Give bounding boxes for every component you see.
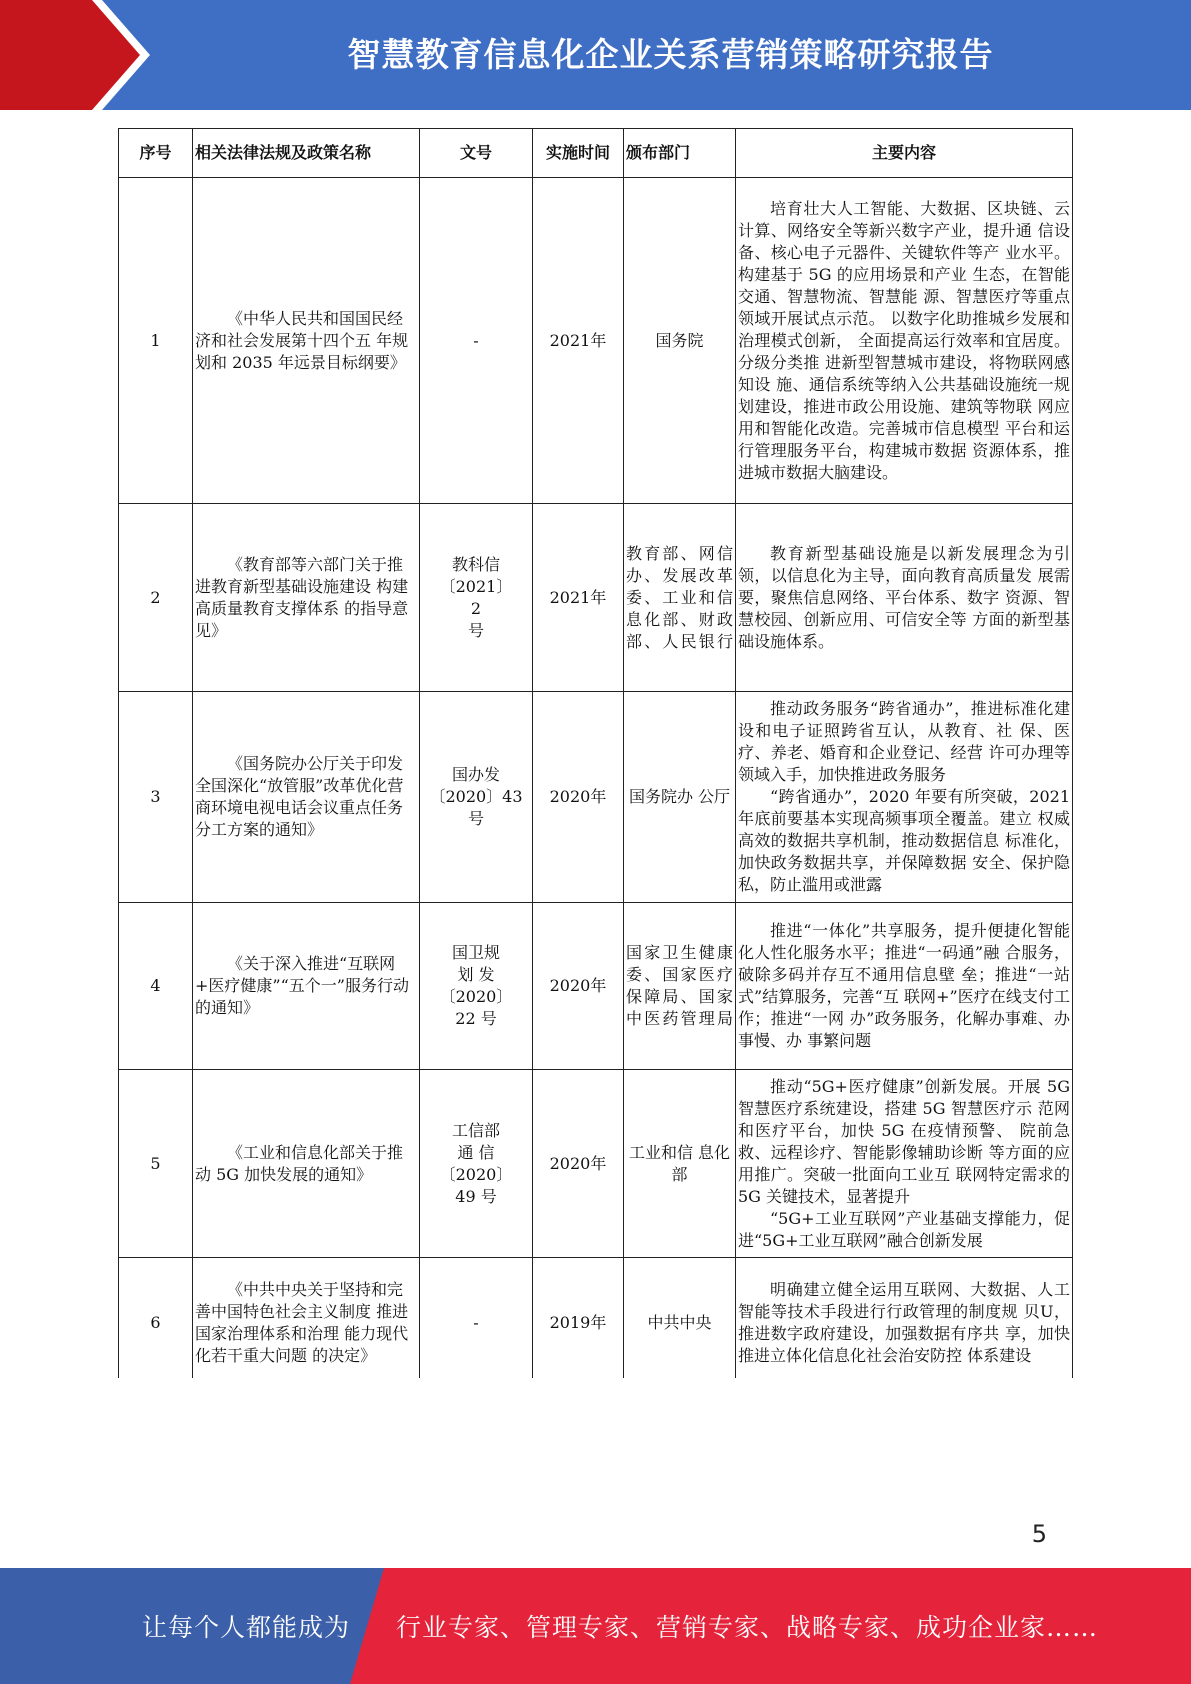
table-header-row (119, 129, 1073, 178)
cell-department: 工业和信 息化部 (624, 1070, 736, 1258)
cell-policy-name: 《中共中央关于坚持和完 善中国特色社会主义制度 推进国家治理体系和治理 能力现代化若干重大问题 的决定》 (193, 1258, 420, 1379)
content-paragraph: 教育新型基础设施是以新发展理念为引领，以信息化为主导，面向教育高质量发 展需要，聚焦信息网络、平台体系、数字 资源、智慧校园、创新应用、可信安全等 方面的新型基础设施体系。 (738, 543, 1070, 651)
cell-content (736, 1070, 1073, 1258)
report-title: 智慧教育信息化企业关系营销策略研究报告 (347, 35, 994, 74)
cell-content (736, 1258, 1073, 1379)
table-row (119, 1070, 1073, 1258)
cell-policy-name: 《教育部等六部门关于推 进教育新型基础设施建设 构建高质量教育支撑体系 的指导意见》 (193, 504, 420, 692)
cell-seq: 6 (119, 1258, 193, 1379)
page-number: 5 (1031, 1520, 1047, 1548)
cell-date: 2021年 (533, 504, 624, 692)
column-header-date: 实施时间 (533, 129, 624, 178)
column-header-seq: 序号 (119, 129, 193, 178)
footer-slogan-right: 行业专家、管理专家、营销专家、战略专家、成功企业家…… (396, 1613, 1099, 1642)
table-row (119, 504, 1073, 692)
cell-date: 2020年 (533, 692, 624, 903)
column-header-doc: 文号 (420, 129, 533, 178)
cell-seq: 1 (119, 178, 193, 504)
cell-date: 2020年 (533, 1070, 624, 1258)
content-paragraph: 培育壮大人工智能、大数据、区块链、云计算、网络安全等新兴数字产业，提升通 信设备、核心电子元器件、关键软件等产 业水平。构建基于 5G 的应用场景和产业 生态，在智能交通、智慧物流、智慧能 源、智慧医疗等重点领域开展试点示范。 以数字化助推城乡发展和治理模式创新， 全面提高运行效率和宜居度。分级分类推 进新型智慧城市建设，将物联网感知设 施、通信系统等纳入公共基础设施统一规 划建设，推进市政公用设施、建筑等物联 网应用和智能化改造。完善城市信息模型 平台和运行管理服务平台，构建城市数据 资源体系，推进城市数据大脑建设。 (738, 198, 1070, 482)
content-paragraph: “跨省通办”，2020 年要有所突破，2021 年底前要基本实现高频事项全覆盖。建立 权威高效的数据共享机制，推动数据信息 标准化，加快政务数据共享，并保障数据 安全、保护隐私，防止滥用或泄露 (738, 787, 1070, 894)
cell-content (736, 504, 1073, 692)
cell-date: 2021年 (533, 178, 624, 504)
column-header-name: 相关法律法规及政策名称 (193, 129, 420, 178)
cell-seq: 4 (119, 903, 193, 1070)
cell-doc-number: 国办发 〔2020〕43 号 (420, 692, 533, 903)
cell-department: 国务院 (624, 178, 736, 504)
cell-policy-name: 《关于深入推进“互联网 +医疗健康”“五个一”服务行动的通知》 (193, 903, 420, 1070)
content-paragraph: “5G+工业互联网”产业基础支撑能力，促进“5G+工业互联网”融合创新发展 (738, 1208, 1070, 1250)
page-footer (0, 1568, 1191, 1684)
policy-table-container (118, 128, 1073, 1378)
cell-date: 2019年 (533, 1258, 624, 1379)
cell-content (736, 903, 1073, 1070)
column-header-dept: 颁布部门 (624, 129, 736, 178)
column-header-content: 主要内容 (736, 129, 1073, 178)
table-row (119, 178, 1073, 504)
cell-department: 国家卫生健康委、国家医疗保障局、国家中医药管理局 (624, 903, 736, 1070)
cell-doc-number: 教科信 〔2021〕 2 号 (420, 504, 533, 692)
table-row (119, 1258, 1073, 1379)
content-paragraph: 明确建立健全运用互联网、大数据、人工智能等技术手段进行行政管理的制度规 贝U，推进数字政府建设，加强数据有序共 享，加快推进立体化信息化社会治安防控 体系建设 (738, 1279, 1070, 1365)
footer-slogan-left: 让每个人都能成为 (142, 1613, 351, 1642)
cell-seq: 3 (119, 692, 193, 903)
cell-doc-number: - (420, 1258, 533, 1379)
cell-content (736, 692, 1073, 903)
cell-seq: 2 (119, 504, 193, 692)
content-paragraph: 推动政务服务“跨省通办”，推进标准化建设和电子证照跨省互认，从教育、社 保、医疗、养老、婚育和企业登记、经营 许可办理等领域入手，加快推进政务服务 (738, 699, 1070, 784)
cell-policy-name: 《工业和信息化部关于推动 5G 加快发展的通知》 (193, 1070, 420, 1258)
cell-doc-number: 国卫规 划 发 〔2020〕 22 号 (420, 903, 533, 1070)
cell-policy-name: 《国务院办公厅关于印发 全国深化“放管服”改革优化营商环境电视电话会议重点任务分工方案的通知》 (193, 692, 420, 903)
table-row (119, 692, 1073, 903)
cell-doc-number: - (420, 178, 533, 504)
page-header (0, 0, 1191, 110)
cell-content (736, 178, 1073, 504)
cell-department: 教育部、网信办、发展改革委、工业和信息化部、财政部、人民银行 (624, 504, 736, 692)
cell-doc-number: 工信部 通 信 〔2020〕 49 号 (420, 1070, 533, 1258)
cell-department: 国务院办 公厅 (624, 692, 736, 903)
cell-date: 2020年 (533, 903, 624, 1070)
content-paragraph: 推动“5G+医疗健康”创新发展。开展 5G 智慧医疗系统建设，搭建 5G 智慧医疗示 范网和医疗平台，加快 5G 在疫情预警、 院前急救、远程诊疗、智能影像辅助诊断 等方面的应用推广。突破一批面向工业互 联网特定需求的 5G 关键技术，显著提升 (738, 1076, 1070, 1206)
table-row (119, 903, 1073, 1070)
cell-seq: 5 (119, 1070, 193, 1258)
policy-table (118, 128, 1073, 1378)
content-paragraph: 推进“一体化”共享服务，提升便捷化智能化人性化服务水平；推进“一码通”融 合服务，破除多码并存互不通用信息壁 垒；推进“一站式”结算服务，完善“互 联网+”医疗在线支付工作；推进“一网 办”政务服务，化解办事难、办事慢、办 事繁问题 (738, 921, 1070, 1050)
cell-department: 中共中央 (624, 1258, 736, 1379)
cell-policy-name: 《中华人民共和国国民经 济和社会发展第十四个五 年规划和 2035 年远景目标纲要》 (193, 178, 420, 504)
header-red-chevron (0, 0, 150, 110)
